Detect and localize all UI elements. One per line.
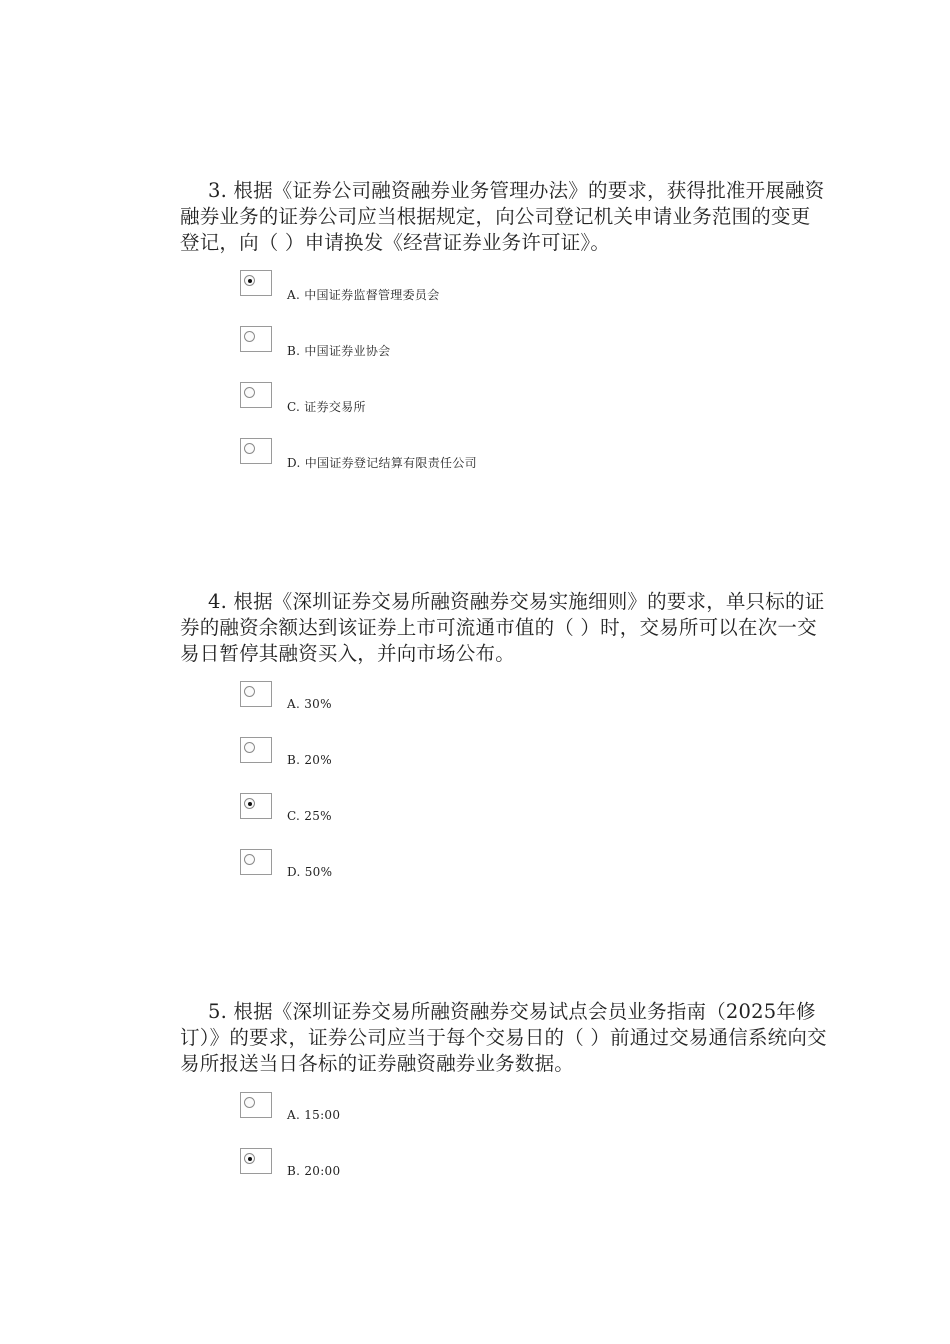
option-label: C. 25%: [287, 809, 332, 823]
radio-circle-icon: [244, 443, 255, 454]
radio-circle-icon: [244, 331, 255, 342]
radio-button[interactable]: [240, 737, 272, 763]
question-text: 5. 根据《深圳证券交易所融资融券交易试点会员业务指南（2025年修订）》的要求，证券公司应当于每个交易日的（ ）前通过交易通信系统向交易所报送当日各标的证券融资融券业务数据。: [180, 1000, 827, 1075]
question-text: 3. 根据《证券公司融资融券业务管理办法》的要求，获得批准开展融资融券业务的证券公司应当根据规定，向公司登记机关申请业务范围的变更登记，向（ ）申请换发《经营证券业务许可证》。: [180, 179, 825, 254]
option-label: A. 15:00: [287, 1108, 341, 1122]
option-label: D. 50%: [287, 865, 333, 879]
radio-selected-dot-icon: [248, 279, 252, 283]
option-label: B. 中国证券业协会: [287, 344, 391, 358]
radio-button[interactable]: [240, 793, 272, 819]
radio-circle-icon: [244, 686, 255, 697]
option-label: B. 20%: [287, 753, 332, 767]
radio-circle-icon: [244, 275, 255, 286]
radio-circle-icon: [244, 387, 255, 398]
option-label: D. 中国证券登记结算有限责任公司: [287, 456, 477, 470]
radio-button[interactable]: [240, 438, 272, 464]
radio-circle-icon: [244, 742, 255, 753]
radio-button[interactable]: [240, 382, 272, 408]
option-label: A. 中国证券监督管理委员会: [287, 288, 440, 302]
radio-button[interactable]: [240, 270, 272, 296]
radio-circle-icon: [244, 1097, 255, 1108]
question-5: [180, 999, 830, 1077]
radio-circle-icon: [244, 1153, 255, 1164]
option-label: A. 30%: [287, 697, 332, 711]
radio-button[interactable]: [240, 681, 272, 707]
radio-button[interactable]: [240, 1148, 272, 1174]
radio-button[interactable]: [240, 1092, 272, 1118]
option-label: C. 证券交易所: [287, 400, 366, 414]
question-text: 4. 根据《深圳证券交易所融资融券交易实施细则》的要求，单只标的证券的融资余额达到该证券上市可流通市值的（ ）时，交易所可以在次一交易日暂停其融资买入，并向市场公布。: [180, 590, 825, 665]
radio-circle-icon: [244, 854, 255, 865]
radio-button[interactable]: [240, 326, 272, 352]
radio-selected-dot-icon: [248, 802, 252, 806]
question-3: [180, 178, 830, 256]
radio-button[interactable]: [240, 849, 272, 875]
question-4: [180, 589, 830, 667]
option-label: B. 20:00: [287, 1164, 341, 1178]
radio-selected-dot-icon: [248, 1157, 252, 1161]
radio-circle-icon: [244, 798, 255, 809]
